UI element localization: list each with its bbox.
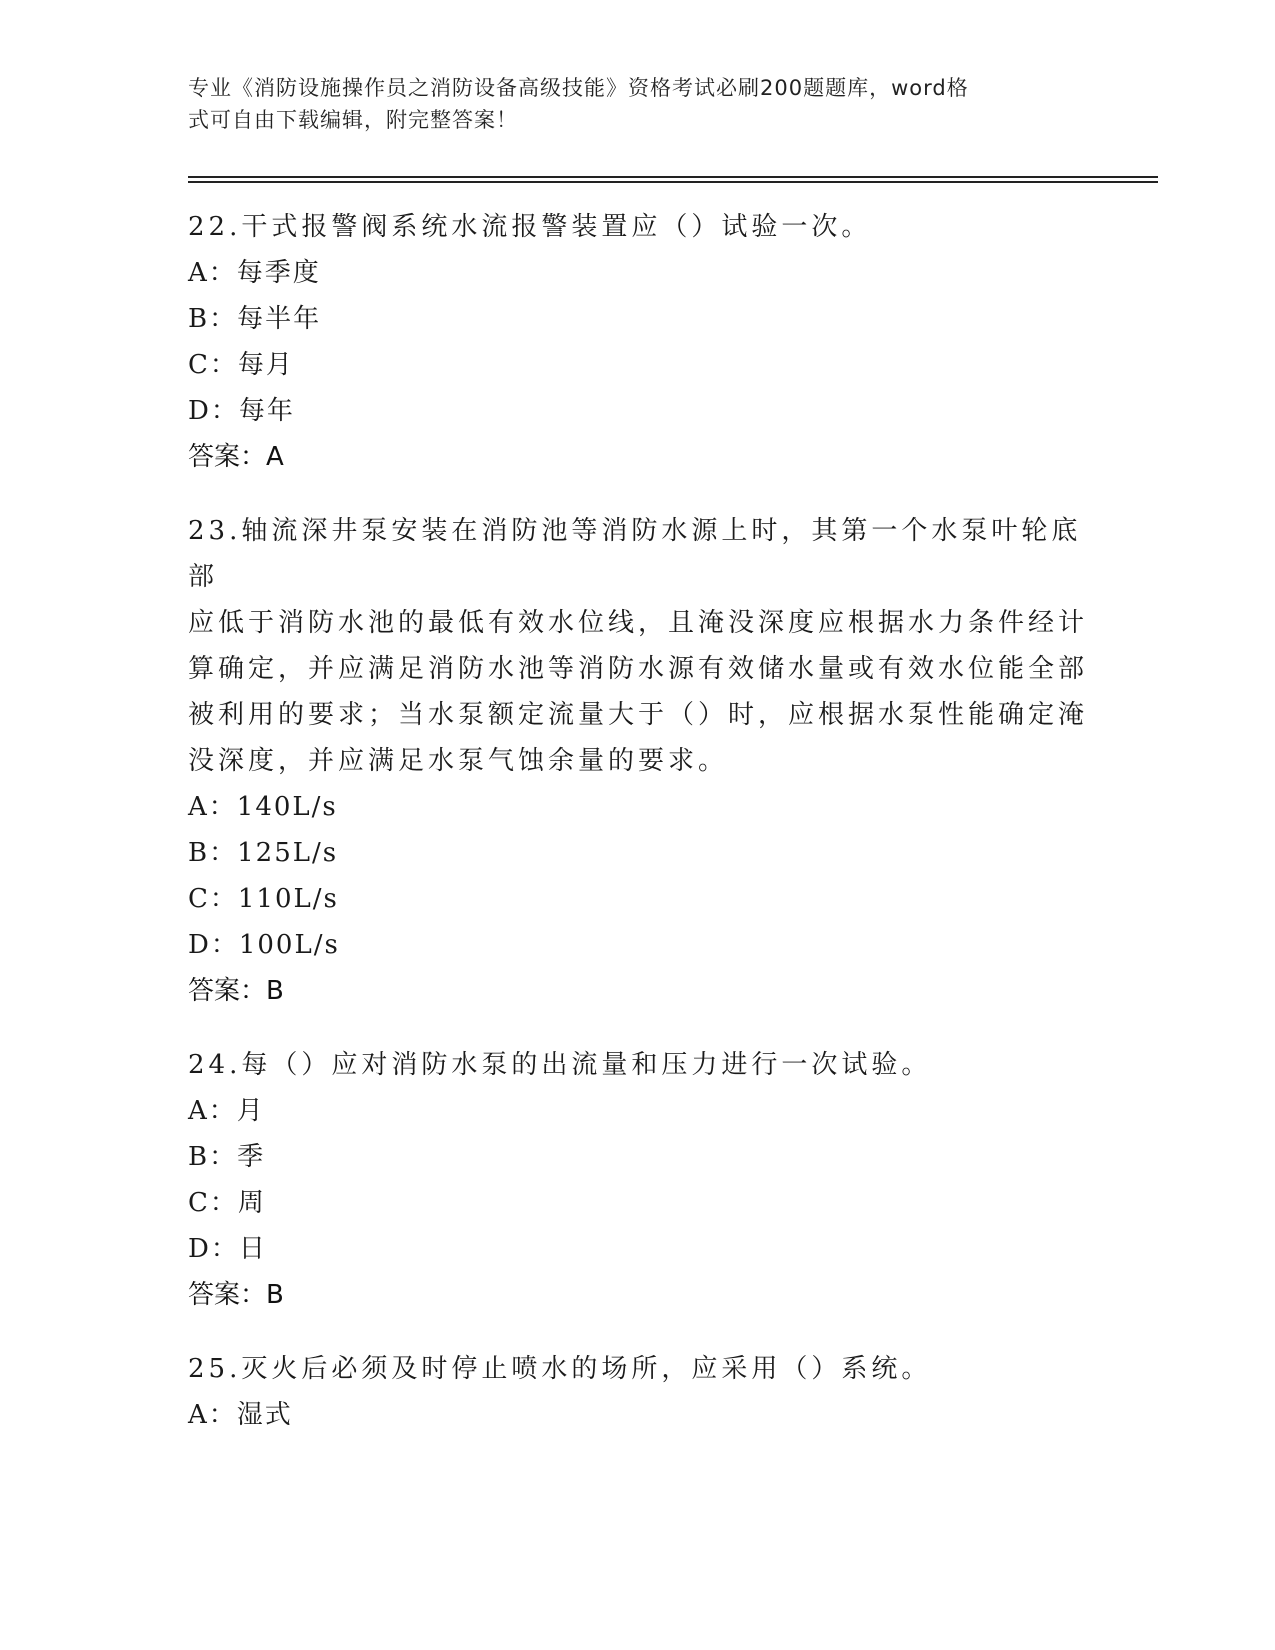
option-b: B：季 bbox=[188, 1142, 266, 1172]
question-stem-line-2: 应低于消防水池的最低有效水位线，且淹没深度应根据水力条件经计 bbox=[188, 608, 1089, 638]
question-stem-line-1: 23.轴流深井泵安装在消防池等消防水源上时，其第一个水泵叶轮底部 bbox=[188, 516, 1082, 592]
question-list bbox=[188, 204, 1088, 1466]
question-stem: 24.每（）应对消防水泵的出流量和压力进行一次试验。 bbox=[188, 1050, 932, 1080]
document-header bbox=[188, 72, 1068, 136]
question-23 bbox=[188, 508, 1088, 1014]
question-25 bbox=[188, 1346, 1088, 1438]
option-a: A：月 bbox=[188, 1096, 265, 1126]
header-divider-bottom bbox=[188, 181, 1158, 183]
answer: 答案：B bbox=[188, 1280, 284, 1310]
question-stem: 25.灭火后必须及时停止喷水的场所，应采用（）系统。 bbox=[188, 1354, 932, 1384]
header-line-1: 专业《消防设施操作员之消防设备高级技能》资格考试必刷200题题库，word格 bbox=[188, 76, 969, 100]
question-stem-line-4: 被利用的要求；当水泵额定流量大于（）时，应根据水泵性能确定淹 bbox=[188, 700, 1089, 730]
question-24 bbox=[188, 1042, 1088, 1318]
option-c: C：110L/s bbox=[188, 884, 339, 914]
question-stem-line-3: 算确定，并应满足消防水池等消防水源有效储水量或有效水位能全部 bbox=[188, 654, 1089, 684]
option-d: D：每年 bbox=[188, 396, 295, 426]
option-c: C：每月 bbox=[188, 350, 294, 380]
header-line-2: 式可自由下载编辑，附完整答案！ bbox=[188, 108, 518, 132]
option-b: B：125L/s bbox=[188, 838, 339, 868]
option-d: D：100L/s bbox=[188, 930, 340, 960]
option-c: C：周 bbox=[188, 1188, 266, 1218]
option-a: A：每季度 bbox=[188, 258, 321, 288]
option-a: A：湿式 bbox=[188, 1400, 293, 1430]
option-a: A：140L/s bbox=[188, 792, 338, 822]
question-stem-line-5: 没深度，并应满足水泵气蚀余量的要求。 bbox=[188, 746, 729, 776]
option-b: B：每半年 bbox=[188, 304, 322, 334]
answer: 答案：B bbox=[188, 976, 284, 1006]
option-d: D：日 bbox=[188, 1234, 267, 1264]
header-divider-top bbox=[188, 176, 1158, 178]
answer: 答案：A bbox=[188, 442, 284, 472]
question-stem: 22.干式报警阀系统水流报警装置应（）试验一次。 bbox=[188, 212, 872, 242]
question-22 bbox=[188, 204, 1088, 480]
